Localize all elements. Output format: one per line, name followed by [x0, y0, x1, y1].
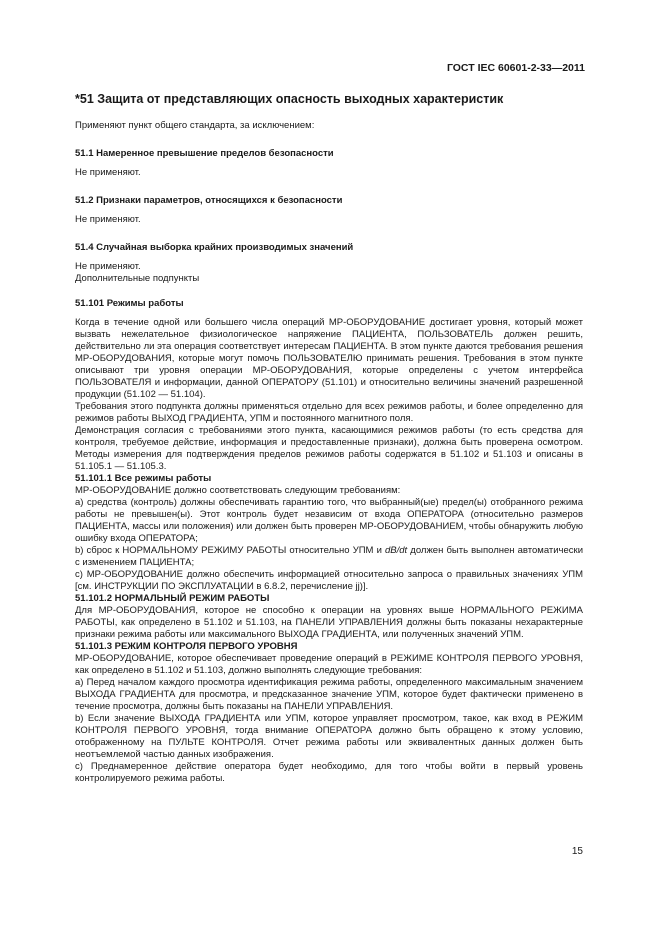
clause-51-101-heading: 51.101 Режимы работы: [75, 298, 184, 309]
clause-51-101-paragraph-2: Требования этого подпункта должны применяться отдельно для всех режимов работы, и более определенно для режимов работы ВЫХОД ГРАДИЕНТА, УПМ и постоянного магнитного поля.: [75, 401, 583, 424]
page-body: [75, 92, 583, 785]
clause-51-101-3-lead: МР-ОБОРУДОВАНИЕ, которое обеспечивает проведение операций в РЕЖИМЕ КОНТРОЛЯ ПЕРВОГО УРОВНЯ, как определено в 51.102 и 51.103, должно выполнять следующие требования:: [75, 653, 583, 676]
clause-51-101-2-heading: 51.101.2 НОРМАЛЬНЫЙ РЕЖИМ РАБОТЫ: [75, 593, 270, 604]
clause-51-2-text: Не применяют.: [75, 214, 141, 225]
clause-51-101-1-lead: МР-ОБОРУДОВАНИЕ должно соответствовать следующим требованиям:: [75, 485, 401, 496]
clause-51-101-3-item-b: b) Если значение ВЫХОДА ГРАДИЕНТА или УПМ, которое управляет просмотром, такое, как вход в РЕЖИМ КОНТРОЛЯ ПЕРВОГО УРОВНЯ, тогда внимание ОПЕРАТОРА должно быть обращено к этому условию, отображенному на ПУЛЬТЕ КОНТРОЛЯ. Отчет режима работы или эквивалентных данных должен быть неотъемлемой частью данных изображения.: [75, 713, 583, 760]
clause-51-101-1-item-b: [75, 545, 583, 569]
clause-51-101-3-item-c: c) Преднамеренное действие оператора будет необходимо, для того чтобы войти в первый уровень контролируемого режима работы.: [75, 761, 583, 784]
clause-51-4-heading: 51.4 Случайная выборка крайних производимых значений: [75, 242, 354, 253]
clause-51-101-paragraph-3: Демонстрация согласия с требованиями этого пункта, касающимися режимов работы (то есть средства для контроля, требуемое действие, информация и предоставленные признаки), должна быть проверена осмотром. Методы измерения для подтверждения пределов режимов работы содержатся в 51.102 и 51.103 и описаны в 51.105.1 — 51.105.3.: [75, 425, 583, 472]
clause-51-101-1-item-c: c) МР-ОБОРУДОВАНИЕ должно обеспечить информацией относительно запроса о правильных значениях УПМ [см. ИНСТРУКЦИИ ПО ЭКСПЛУАТАЦИИ в 6.8.2, перечисление jj)].: [75, 569, 583, 592]
clause-51-1-text: Не применяют.: [75, 167, 141, 178]
clause-51-2-heading: 51.2 Признаки параметров, относящихся к безопасности: [75, 195, 343, 206]
clause-51-1-heading: 51.1 Намеренное превышение пределов безопасности: [75, 148, 334, 159]
clause-51-101-1-item-a: a) средства (контроль) должны обеспечивать гарантию того, что выбранный(ые) предел(ы) отобранного режима работы не превышен(ы). Этот контроль будет независим от входа ОПЕРАТОРА (относительно размеров ПАЦИЕНТА, массы или положения) или должен быть проверен МР-ОБОРУДОВАНИЕМ, чтобы обнаружить любую ошибку входа ОПЕРАТОРА;: [75, 497, 583, 544]
item-b-dbdt: dB/dt: [385, 545, 408, 556]
clause-51-101-2-text: Для МР-ОБОРУДОВАНИЯ, которое не способно к операции на уровнях выше НОРМАЛЬНОГО РЕЖИМА РАБОТЫ, как определено в 51.102 и 51.103, на ПАНЕЛИ УПРАВЛЕНИЯ должны быть показаны нехарактерные признаки режима работы или максимального ВЫХОДА ГРАДИЕНТА, или полученных значений УПМ.: [75, 605, 583, 640]
clause-51-101-paragraph-1: Когда в течение одной или большего числа операций МР-ОБОРУДОВАНИЕ достигает уровня, который может вызвать нежелательное физиологическое напряжение ПАЦИЕНТА, ПОЛЬЗОВАТЕЛЬ должен решить, действительно ли эта операция соответствует интересам ПАЦИЕНТА. В этом пункте даются требования решения МР-ОБОРУДОВАНИЯ, которые могут помочь ПОЛЬЗОВАТЕЛЮ принимать решения. Требования в этом пункте описывают три уровня операции МР-ОБОРУДОВАНИЯ, которые определены с учетом интерфейса ПОЛЬЗОВАТЕЛЯ и информации, данной ОПЕРАТОРУ (51.101) и относительно величины значений разрешенной продукции (51.102 — 51.104).: [75, 317, 583, 400]
page-number: 15: [571, 846, 583, 857]
clause-51-4-text: Не применяют.: [75, 261, 141, 272]
clause-51-101-1-heading: 51.101.1 Все режимы работы: [75, 473, 212, 484]
item-b-text-end: должен быть выполнен автоматически с изменением ПАЦИЕНТА;: [75, 545, 583, 568]
clause-51-101-3-heading: 51.101.3 РЕЖИМ КОНТРОЛЯ ПЕРВОГО УРОВНЯ: [75, 641, 298, 652]
item-b-text-start: b) сброс к НОРМАЛЬНОМУ РЕЖИМУ РАБОТЫ относительно УПМ и: [75, 545, 385, 556]
section-title: *51 Защита от представляющих опасность выходных характеристик: [75, 92, 504, 106]
clause-51-101-3-item-a: a) Перед началом каждого просмотра идентификация режима работы, определенного максимальным значением ВЫХОДА ГРАДИЕНТА для просмотра, и предсказанное значение УПМ, которое будет фактически применено в течение просмотра, должны быть показаны на ПАНЕЛИ УПРАВЛЕНИЯ.: [75, 677, 583, 712]
standard-number: ГОСТ IEC 60601-2-33—2011: [446, 62, 585, 74]
intro-text: Применяют пункт общего стандарта, за исключением:: [75, 120, 315, 131]
additional-subclauses: Дополнительные подпункты: [75, 273, 200, 284]
